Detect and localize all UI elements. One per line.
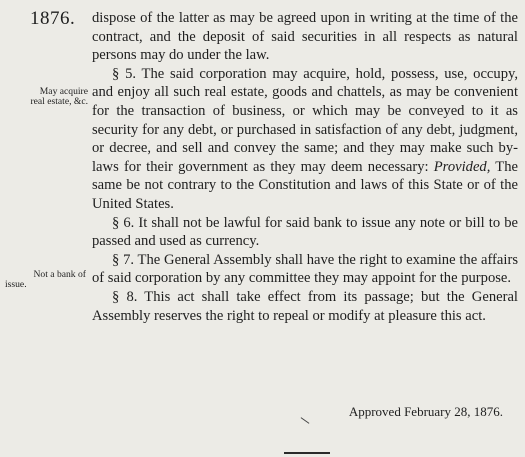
- margin-note-bank-of-issue-line-2: issue.: [5, 279, 27, 290]
- section-6: § 6. It shall not be lawful for said bank to issue any note or bill to be passed and used as currency.: [92, 214, 518, 250]
- approval-line: Approved February 28, 1876.: [348, 404, 503, 419]
- page-year: 1876.: [30, 8, 76, 29]
- body-text: [92, 9, 518, 325]
- section-5-text-end: The same be not contrary to the Constitution and laws of this State or of the United States.: [92, 158, 518, 212]
- margin-note-real-estate-line-2: real estate, &c.: [30, 96, 88, 107]
- section-8: § 8. This act shall take effect from its passage; but the General Assembly reserves the right to repeal or modify at pleasure this act.: [92, 288, 518, 324]
- section-5-provided: Provided,: [433, 158, 491, 175]
- margin-note-real-estate-line-1: May acquire: [39, 86, 88, 97]
- end-rule: [284, 452, 330, 454]
- margin-note-bank-of-issue-line-1: Not a bank of: [33, 269, 86, 280]
- section-7: § 7. The General Assembly shall have the right to examine the affairs of said corporation by any committee they may appoint for the purpose.: [92, 251, 518, 287]
- stray-mark: [301, 417, 310, 424]
- margin-note-real-estate: [0, 87, 88, 107]
- section-5: [92, 65, 518, 214]
- paragraph-continuation: dispose of the latter as may be agreed upon in writing at the time of the contract, and the deposit of said securities in all respects as natural persons may do under the law.: [92, 10, 518, 64]
- margin-note-bank-of-issue: [0, 270, 86, 290]
- section-5-text: § 5. The said corporation may acquire, hold, possess, use, occupy, and enjoy all such real estate, goods and chattels, as may be convenient for the transaction of business, or which may be conveyed to it as security for any debt, or purchased in satisfaction of any debt, judgment, or decree, and sell and convey the same; and they may make such by-laws for their government as they may deem necessary:: [92, 65, 518, 175]
